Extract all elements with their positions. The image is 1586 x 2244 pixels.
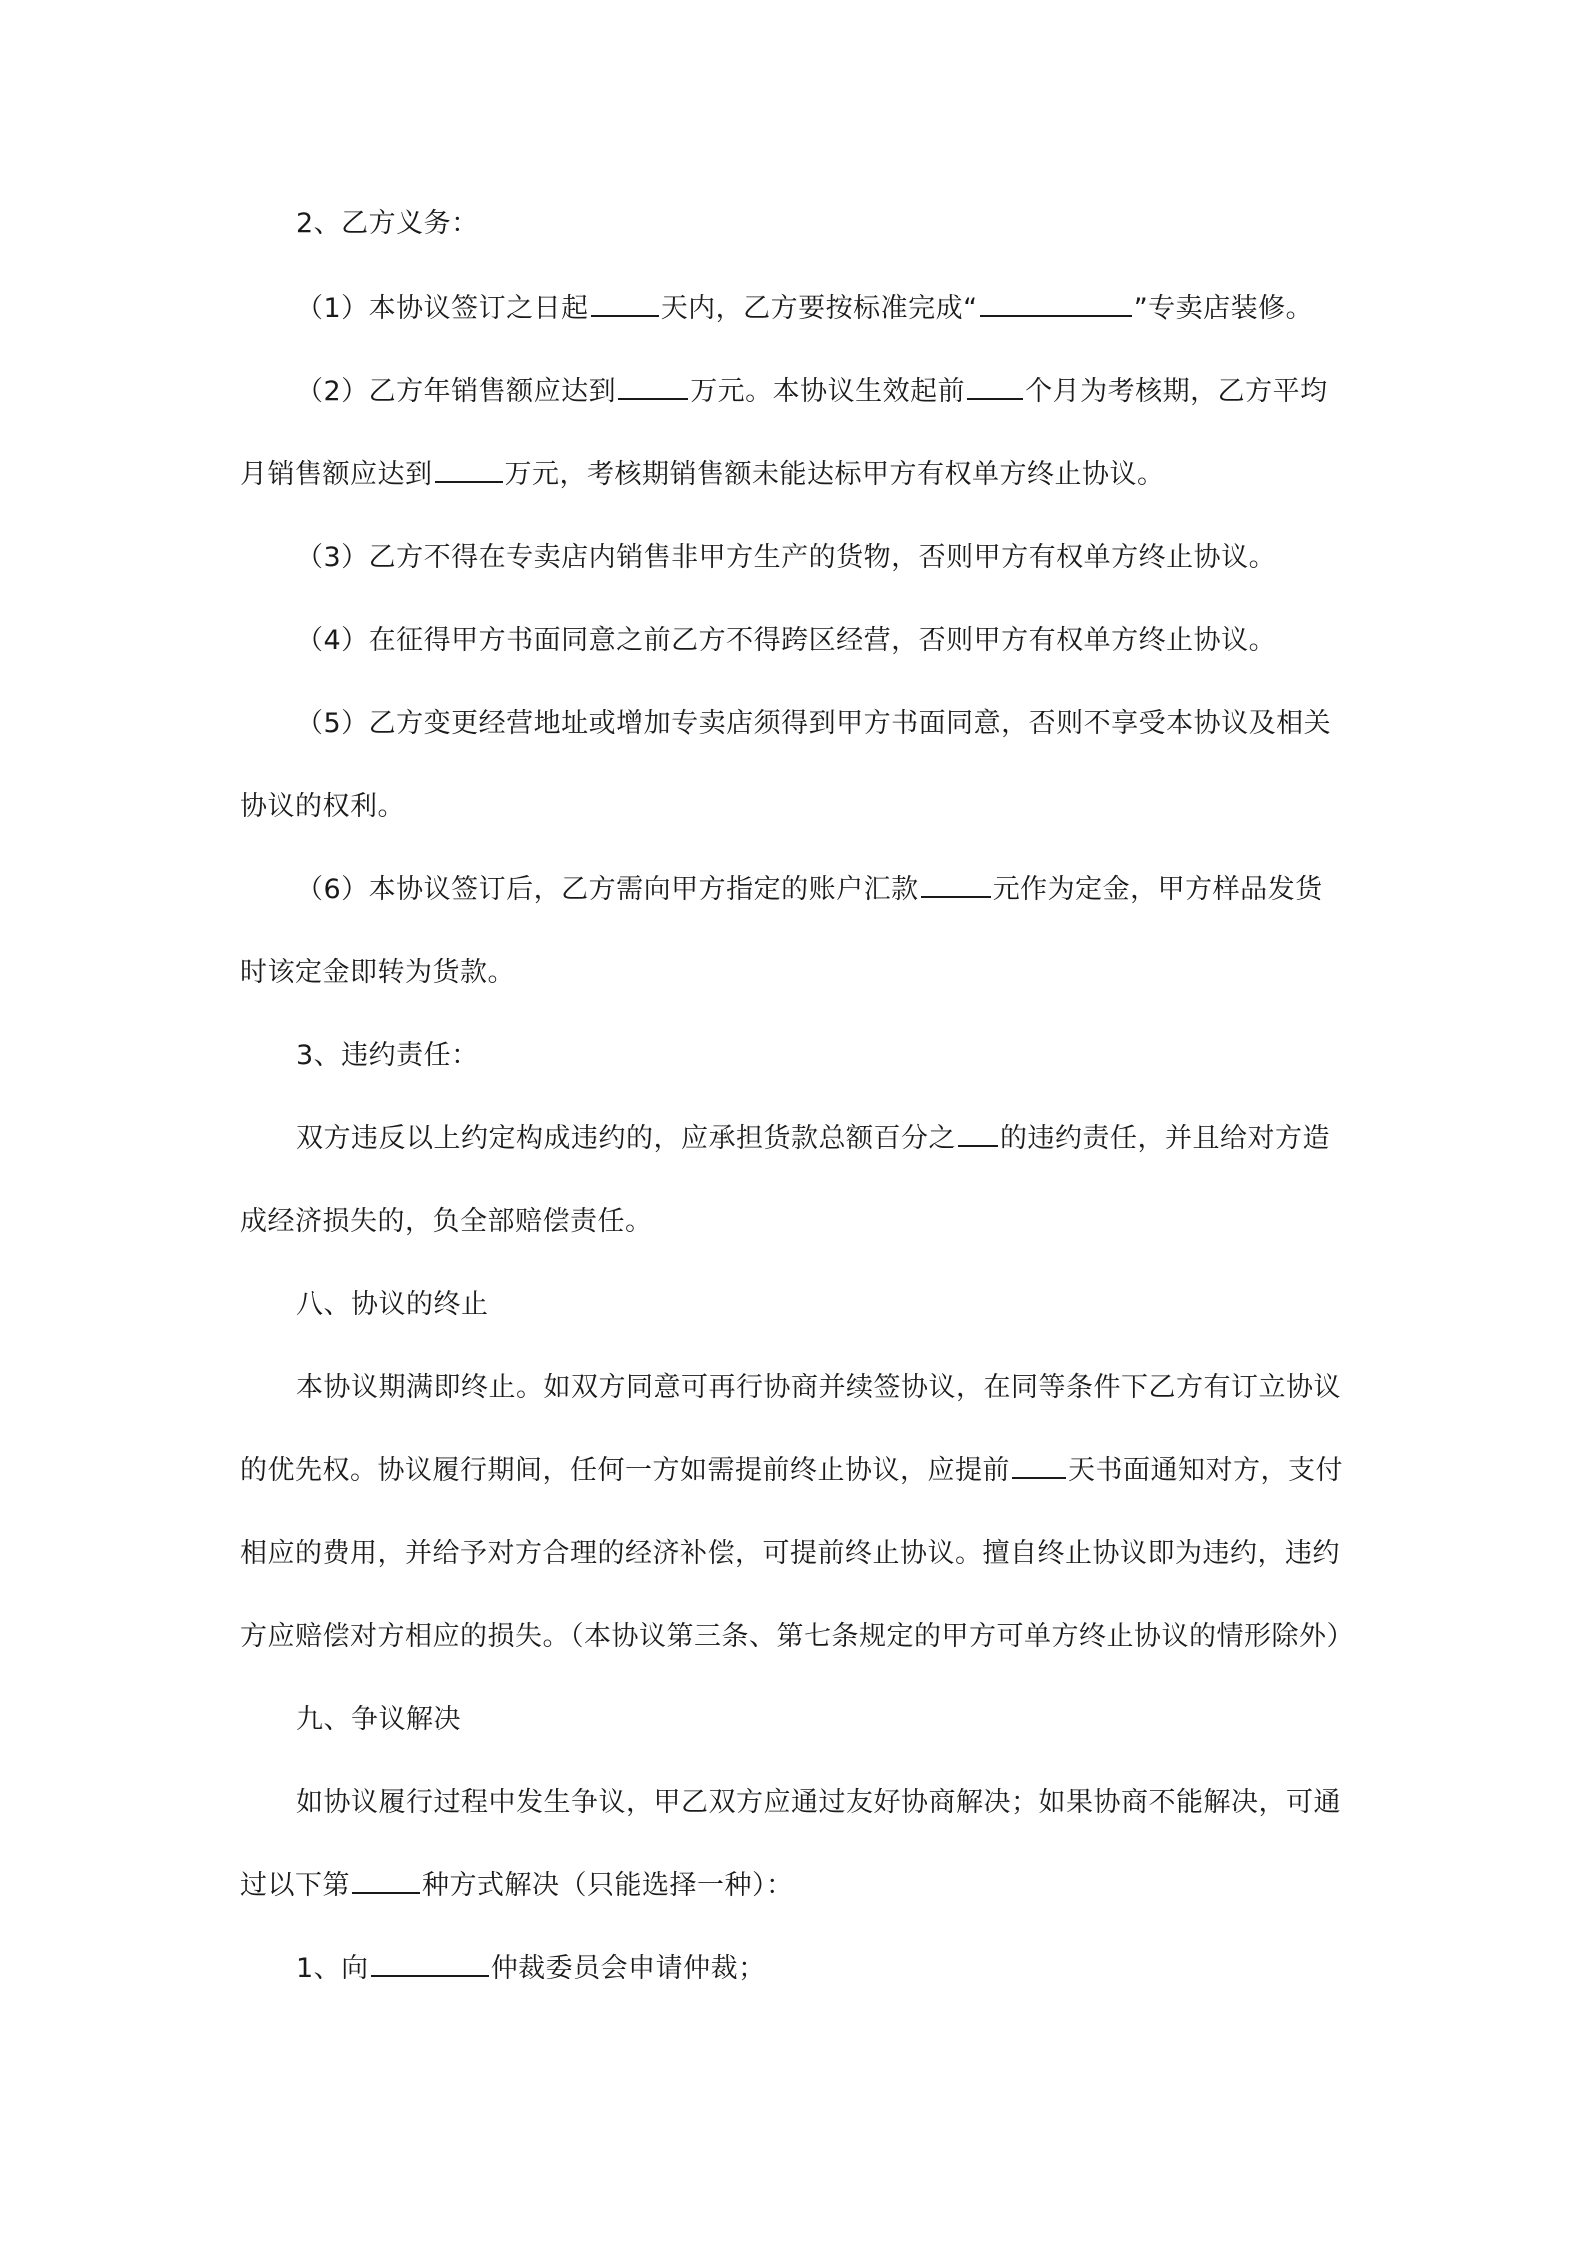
text: 相应的费用，并给予对方合理的经济补偿，可提前终止协议。擅自终止协议即为违约，违约 — [240, 1538, 1340, 1569]
text: 时该定金即转为货款。 — [240, 957, 515, 988]
clause-2-sales — [296, 372, 1328, 412]
liability-paragraph — [296, 1119, 1330, 1159]
clause-1-decoration — [296, 289, 1313, 329]
section-heading-dispute — [296, 1700, 461, 1740]
dispute-paragraph — [296, 1783, 1341, 1823]
fill-blank-days[interactable] — [591, 289, 659, 317]
clause-4 — [296, 621, 1276, 661]
text: 1、向 — [296, 1953, 369, 1984]
text: 天书面通知对方，支付 — [1068, 1455, 1343, 1486]
text: （4）在征得甲方书面同意之前乙方不得跨区经营，否则甲方有权单方终止协议。 — [296, 625, 1277, 656]
clause-2-continued — [240, 455, 1165, 495]
text: 种方式解决（只能选择一种）： — [422, 1870, 794, 1901]
text: 协议的权利。 — [240, 791, 405, 822]
text: 的违约责任，并且给对方造 — [1000, 1123, 1330, 1154]
fill-blank-monthly-sales[interactable] — [435, 455, 503, 483]
text: （3）乙方不得在专卖店内销售非甲方生产的货物，否则甲方有权单方终止协议。 — [296, 542, 1277, 573]
text: 本协议期满即终止。如双方同意可再行协商并续签协议，在同等条件下乙方有订立协议 — [296, 1372, 1341, 1403]
text: 月销售额应达到 — [240, 459, 433, 490]
text: 2、乙方义务： — [296, 208, 479, 239]
text: 仲裁委员会申请仲裁； — [490, 1953, 766, 1984]
section-heading-termination — [296, 1285, 489, 1325]
section-heading-party-b-obligations — [296, 204, 479, 244]
text: 个月为考核期，乙方平均 — [1025, 376, 1328, 407]
text: 过以下第 — [240, 1870, 350, 1901]
fill-blank-arbitration-commission[interactable] — [371, 1949, 489, 1977]
dispute-option-1 — [296, 1949, 766, 1989]
section-heading-liability — [296, 1036, 479, 1076]
text: （1）本协议签订之日起 — [296, 293, 589, 324]
document-page — [240, 0, 1360, 2244]
clause-6-deposit — [296, 870, 1323, 910]
clause-5 — [296, 704, 1331, 744]
fill-blank-percent[interactable] — [958, 1119, 998, 1147]
text: （2）乙方年销售额应达到 — [296, 376, 617, 407]
text: 天内，乙方要按标准完成“ — [660, 293, 978, 324]
text: 的优先权。协议履行期间，任何一方如需提前终止协议，应提前 — [240, 1455, 1010, 1486]
text: 八、协议的终止 — [296, 1289, 489, 1320]
text: 万元，考核期销售额未能达标甲方有权单方终止协议。 — [504, 459, 1165, 490]
termination-paragraph — [296, 1368, 1341, 1408]
dispute-paragraph-continued — [240, 1866, 794, 1906]
liability-paragraph-continued — [240, 1202, 653, 1242]
text: 方应赔偿对方相应的损失。（本协议第三条、第七条规定的甲方可单方终止协议的情形除外） — [240, 1621, 1354, 1652]
termination-paragraph-line-3 — [240, 1534, 1340, 1574]
fill-blank-annual-sales[interactable] — [618, 372, 688, 400]
clause-6-continued — [240, 953, 515, 993]
clause-3 — [296, 538, 1276, 578]
fill-blank-notice-days[interactable] — [1012, 1451, 1066, 1479]
text: ”专卖店装修。 — [1133, 293, 1314, 324]
fill-blank-store-name[interactable] — [980, 289, 1132, 317]
fill-blank-months[interactable] — [967, 372, 1023, 400]
termination-paragraph-line-2 — [240, 1451, 1343, 1491]
text: 成经济损失的，负全部赔偿责任。 — [240, 1206, 653, 1237]
text: 九、争议解决 — [296, 1704, 461, 1735]
text: 如协议履行过程中发生争议，甲乙双方应通过友好协商解决；如果协商不能解决，可通 — [296, 1787, 1341, 1818]
termination-paragraph-line-4 — [240, 1617, 1354, 1657]
text: 双方违反以上约定构成违约的，应承担货款总额百分之 — [296, 1123, 956, 1154]
text: 万元。本协议生效起前 — [690, 376, 966, 407]
text: （6）本协议签订后，乙方需向甲方指定的账户汇款 — [296, 874, 919, 905]
text: 3、违约责任： — [296, 1040, 479, 1071]
text: （5）乙方变更经营地址或增加专卖店须得到甲方书面同意，否则不享受本协议及相关 — [296, 708, 1332, 739]
fill-blank-deposit[interactable] — [921, 870, 991, 898]
fill-blank-method-number[interactable] — [352, 1866, 420, 1894]
clause-5-continued — [240, 787, 405, 827]
text: 元作为定金，甲方样品发货 — [992, 874, 1323, 905]
